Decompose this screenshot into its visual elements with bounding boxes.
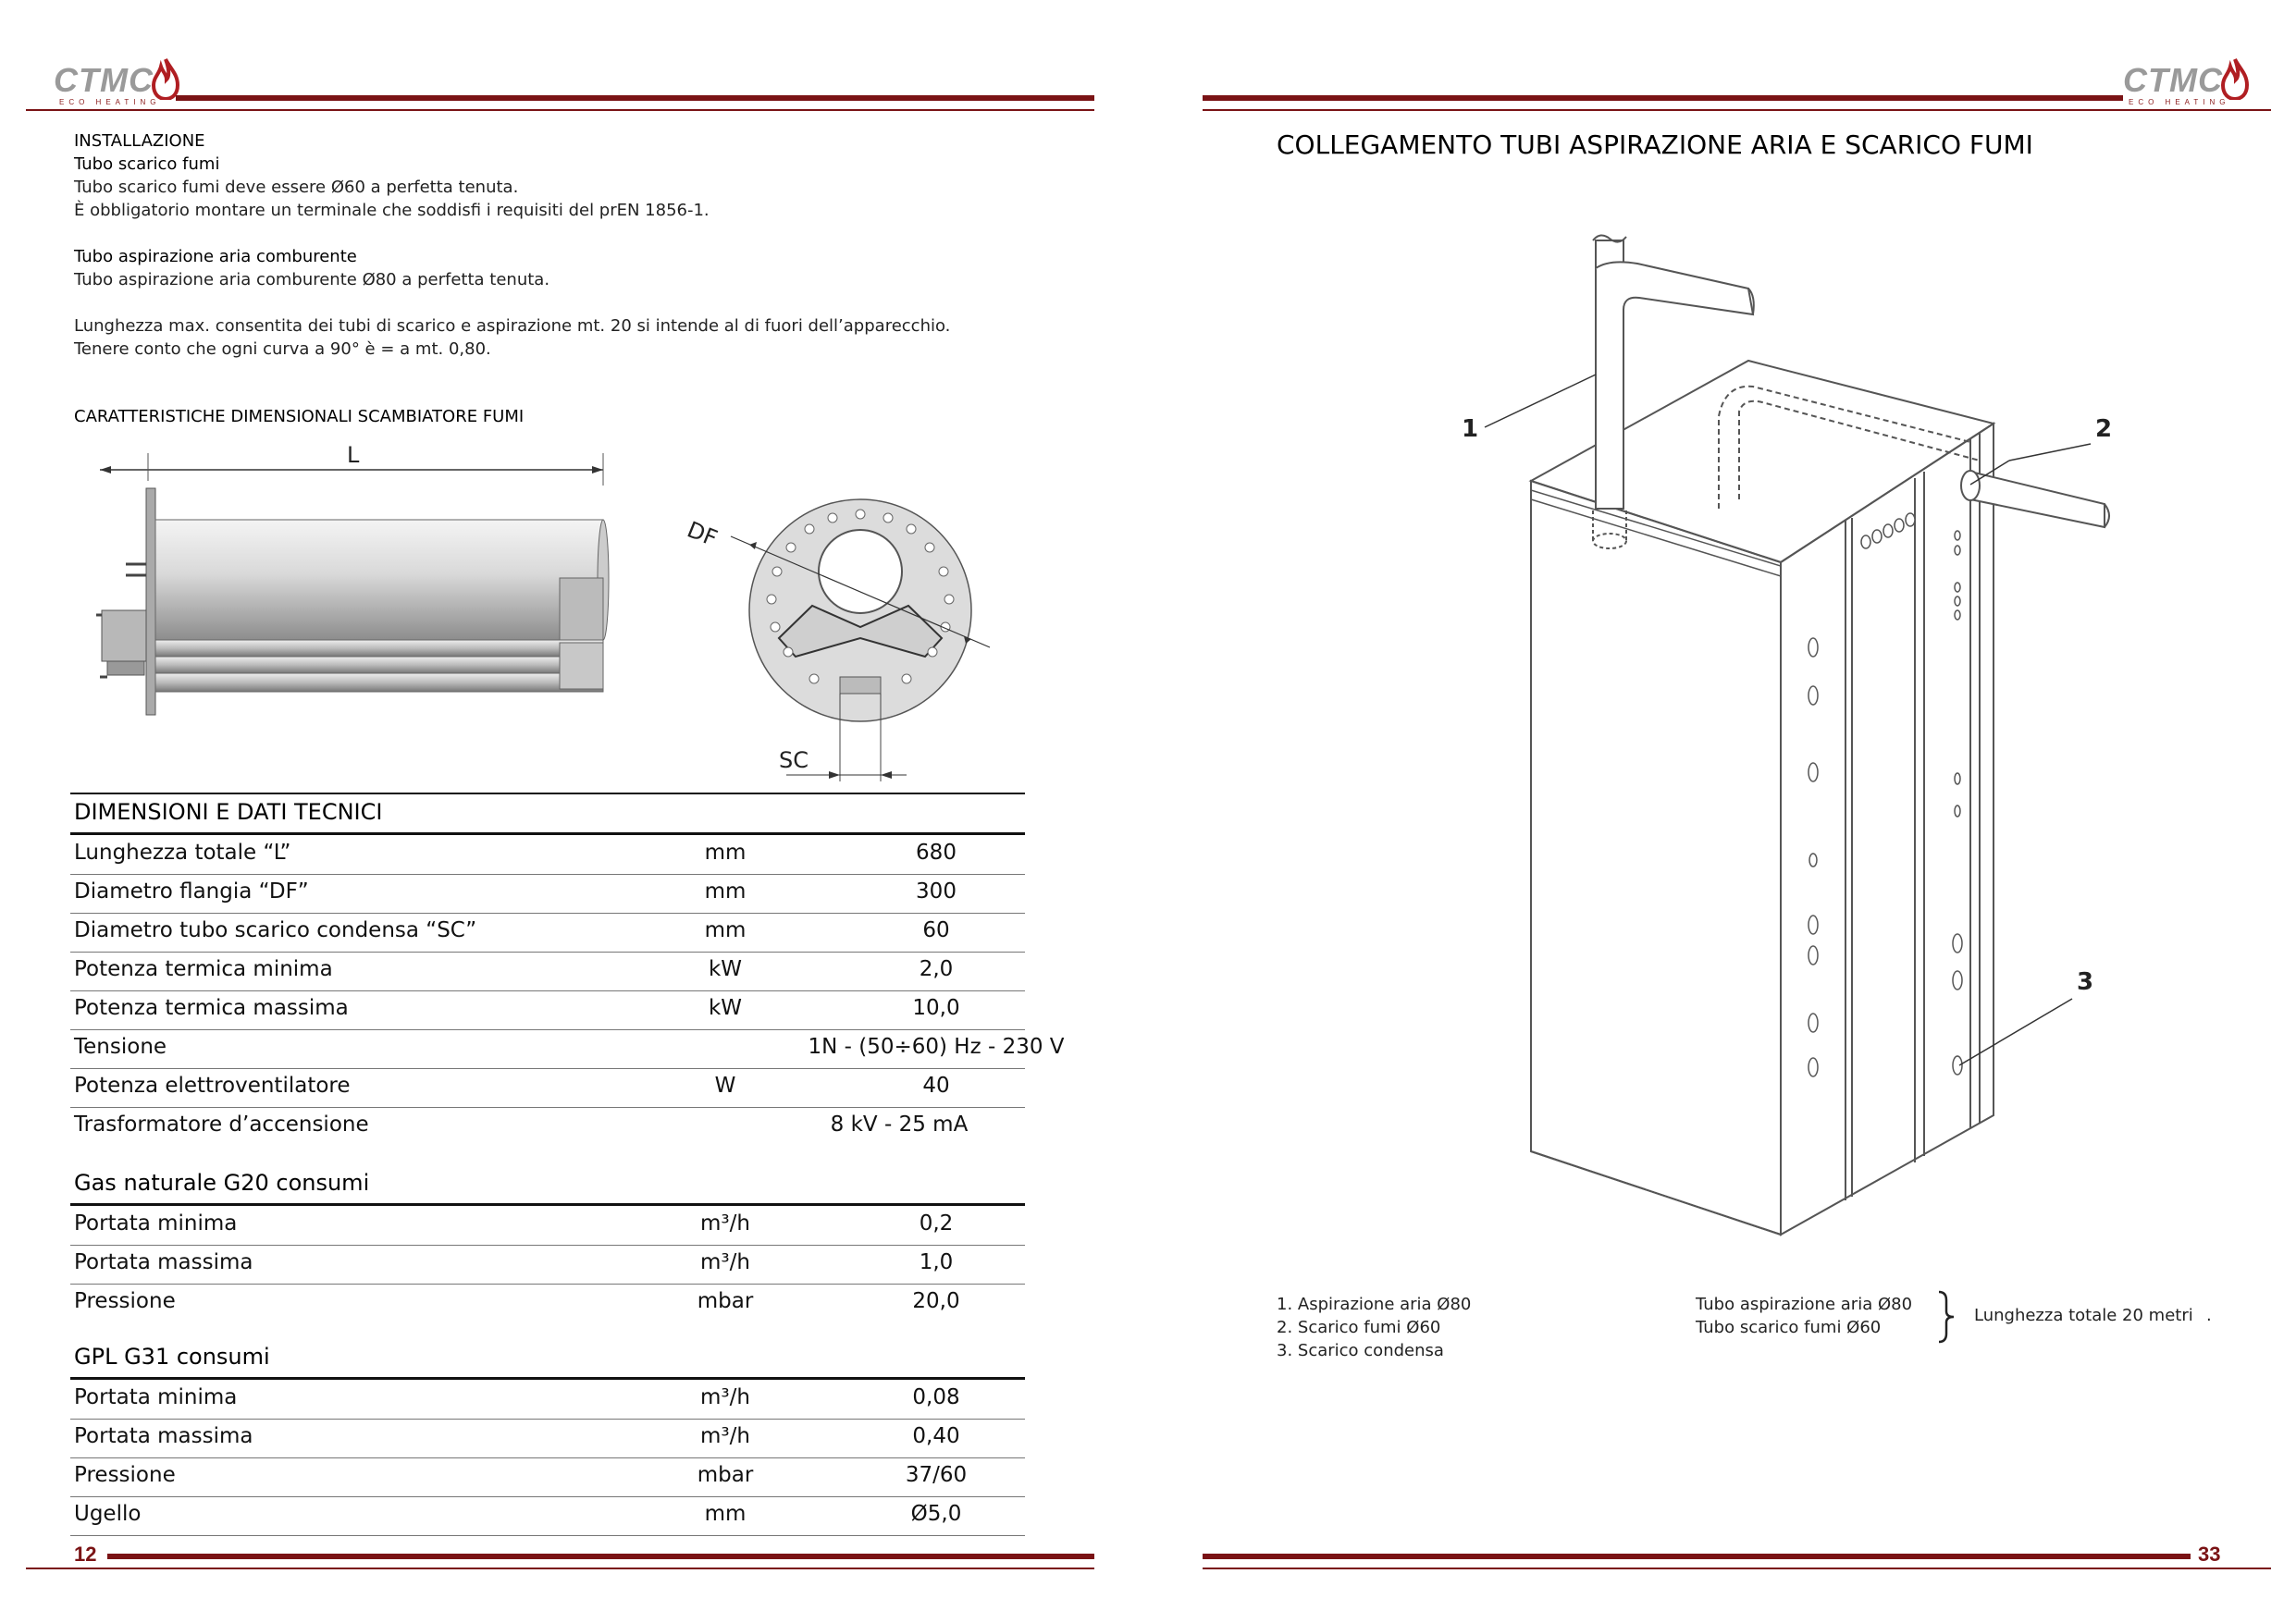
row-unit: m³/h: [700, 1250, 750, 1274]
row-value: 1N - (50÷60) Hz - 230 V: [808, 1035, 1065, 1059]
installazione-line5: Tenere conto che ogni curva a 90° è = a mt. 0,80.: [74, 339, 491, 359]
legend-total-length: Lunghezza totale 20 metri: [1974, 1306, 2193, 1325]
installazione-line2: È obbligatorio montare un terminale che soddisfi i requisiti del prEN 1856-1.: [74, 201, 710, 220]
callout-1: 1: [1462, 415, 1479, 443]
row-unit: mm: [704, 918, 747, 942]
row-unit: mm: [704, 879, 747, 904]
legend-item-3: 3. Scarico condensa: [1277, 1341, 1444, 1360]
row-unit: mm: [704, 1502, 747, 1526]
installazione-line4: Lunghezza max. consentita dei tubi di scarico e aspirazione mt. 20 si intende al di fuori dell’apparecchio.: [74, 316, 951, 336]
row-value: 1,0: [919, 1250, 954, 1274]
brand-logo-left: [54, 57, 183, 113]
g31-row: [70, 1419, 1025, 1458]
g20-row: [70, 1245, 1025, 1285]
row-value: 60: [922, 918, 950, 942]
row-value: 300: [916, 879, 957, 904]
row-label: Trasformatore d’accensione: [74, 1113, 369, 1137]
row-label: Pressione: [74, 1463, 176, 1487]
dim-SC-label: SC: [779, 747, 809, 773]
dim-DF-label: DF: [683, 516, 722, 552]
dim-row: [70, 1068, 1025, 1108]
row-label: Portata massima: [74, 1424, 253, 1448]
row-label: Potenza elettroventilatore: [74, 1074, 351, 1098]
footer-rule-right: [1203, 1554, 2191, 1559]
connection-title: COLLEGAMENTO TUBI ASPIRAZIONE ARIA E SCARICO FUMI: [1277, 129, 2033, 160]
installazione-line1: Tubo scarico fumi deve essere Ø60 a perfetta tenuta.: [74, 178, 519, 197]
dim-row: [70, 1029, 1065, 1069]
row-unit: kW: [708, 996, 743, 1020]
header-rule-right: [1203, 95, 2123, 101]
exchanger-side-view: [83, 435, 629, 721]
row-value: 2,0: [919, 957, 954, 981]
brand-name: CTMC: [2123, 61, 2223, 99]
brand-tagline: ECO HEATING: [59, 98, 161, 106]
row-label: Ugello: [74, 1502, 142, 1526]
row-unit: m³/h: [700, 1211, 750, 1236]
header-rule-left: [176, 95, 1094, 101]
g20-row: [70, 1284, 1025, 1322]
legend-item-1: 1. Aspirazione aria Ø80: [1277, 1295, 1472, 1314]
installazione-line3: Tubo aspirazione aria comburente Ø80 a perfetta tenuta.: [74, 270, 550, 289]
legend-item-2: 2. Scarico fumi Ø60: [1277, 1318, 1441, 1337]
row-unit: m³/h: [700, 1424, 750, 1448]
legend-pipe-1: Tubo aspirazione aria Ø80: [1696, 1295, 1913, 1314]
brand-name: CTMC: [54, 61, 154, 99]
row-unit: mm: [704, 841, 747, 865]
row-value: 0,40: [912, 1424, 960, 1448]
flame-icon: [150, 57, 181, 100]
g20-row: [70, 1206, 1025, 1246]
row-value: Ø5,0: [910, 1502, 962, 1526]
dim-L-label: L: [347, 442, 360, 468]
row-label: Portata minima: [74, 1385, 238, 1409]
dim-row: [70, 874, 1025, 914]
dimensioni-top-rule: [70, 793, 1025, 794]
page-number-right: 33: [2198, 1543, 2221, 1566]
row-label: Tensione: [74, 1035, 167, 1059]
footer-rule-left-thin: [26, 1568, 1094, 1569]
installazione-title: INSTALLAZIONE: [74, 131, 205, 151]
row-value: 37/60: [905, 1463, 968, 1487]
row-value: 8 kV - 25 mA: [830, 1113, 969, 1137]
row-label: Portata minima: [74, 1211, 238, 1236]
dim-row: [70, 913, 1025, 953]
callout-2: 2: [2095, 415, 2113, 443]
installazione-sub2: Tubo aspirazione aria comburente: [74, 247, 357, 266]
row-unit: mbar: [697, 1463, 754, 1487]
row-unit: mbar: [697, 1289, 754, 1313]
footer-rule-right-thin: [1203, 1568, 2271, 1569]
caratteristiche-title: CARATTERISTICHE DIMENSIONALI SCAMBIATORE FUMI: [74, 407, 525, 426]
row-label: Diametro tubo scarico condensa “SC”: [74, 918, 477, 942]
callout-3: 3: [2077, 968, 2094, 996]
dimensioni-title: DIMENSIONI E DATI TECNICI: [74, 799, 383, 825]
footer-rule-left: [107, 1554, 1094, 1559]
legend-pipe-2: Tubo scarico fumi Ø60: [1696, 1318, 1882, 1337]
brand-logo-right: [2123, 57, 2253, 113]
legend-dot: .: [2206, 1306, 2212, 1325]
row-value: 680: [916, 841, 957, 865]
g31-row: [70, 1496, 1025, 1536]
row-unit: W: [714, 1074, 736, 1098]
flame-icon: [2219, 57, 2251, 100]
row-label: Potenza termica minima: [74, 957, 333, 981]
exchanger-front-view: [675, 481, 1008, 786]
row-value: 10,0: [912, 996, 960, 1020]
row-value: 0,08: [912, 1385, 960, 1409]
g31-row: [70, 1380, 1025, 1420]
row-label: Portata massima: [74, 1250, 253, 1274]
g31-row: [70, 1457, 1025, 1497]
dim-row: [70, 835, 1025, 875]
row-unit: kW: [708, 957, 743, 981]
page-number-left: 12: [74, 1543, 97, 1566]
boiler-diagram: [1425, 222, 2128, 1258]
row-value: 20,0: [912, 1289, 960, 1313]
g31-title: GPL G31 consumi: [74, 1344, 270, 1370]
row-value: 0,2: [919, 1211, 954, 1236]
row-label: Lunghezza totale “L”: [74, 841, 291, 865]
row-value: 40: [922, 1074, 950, 1098]
installazione-sub1: Tubo scarico fumi: [74, 154, 220, 174]
row-label: Pressione: [74, 1289, 176, 1313]
g20-title: Gas naturale G20 consumi: [74, 1170, 370, 1196]
brand-tagline: ECO HEATING: [2129, 98, 2230, 106]
dim-row: [70, 952, 1025, 991]
row-label: Diametro flangia “DF”: [74, 879, 309, 904]
header-rule-left-thin: [26, 109, 1094, 111]
header-rule-right-thin: [1203, 109, 2271, 111]
row-unit: m³/h: [700, 1385, 750, 1409]
dim-row: [70, 1107, 1025, 1146]
dim-row: [70, 990, 1025, 1030]
row-label: Potenza termica massima: [74, 996, 349, 1020]
brace-icon: [1935, 1289, 1959, 1345]
